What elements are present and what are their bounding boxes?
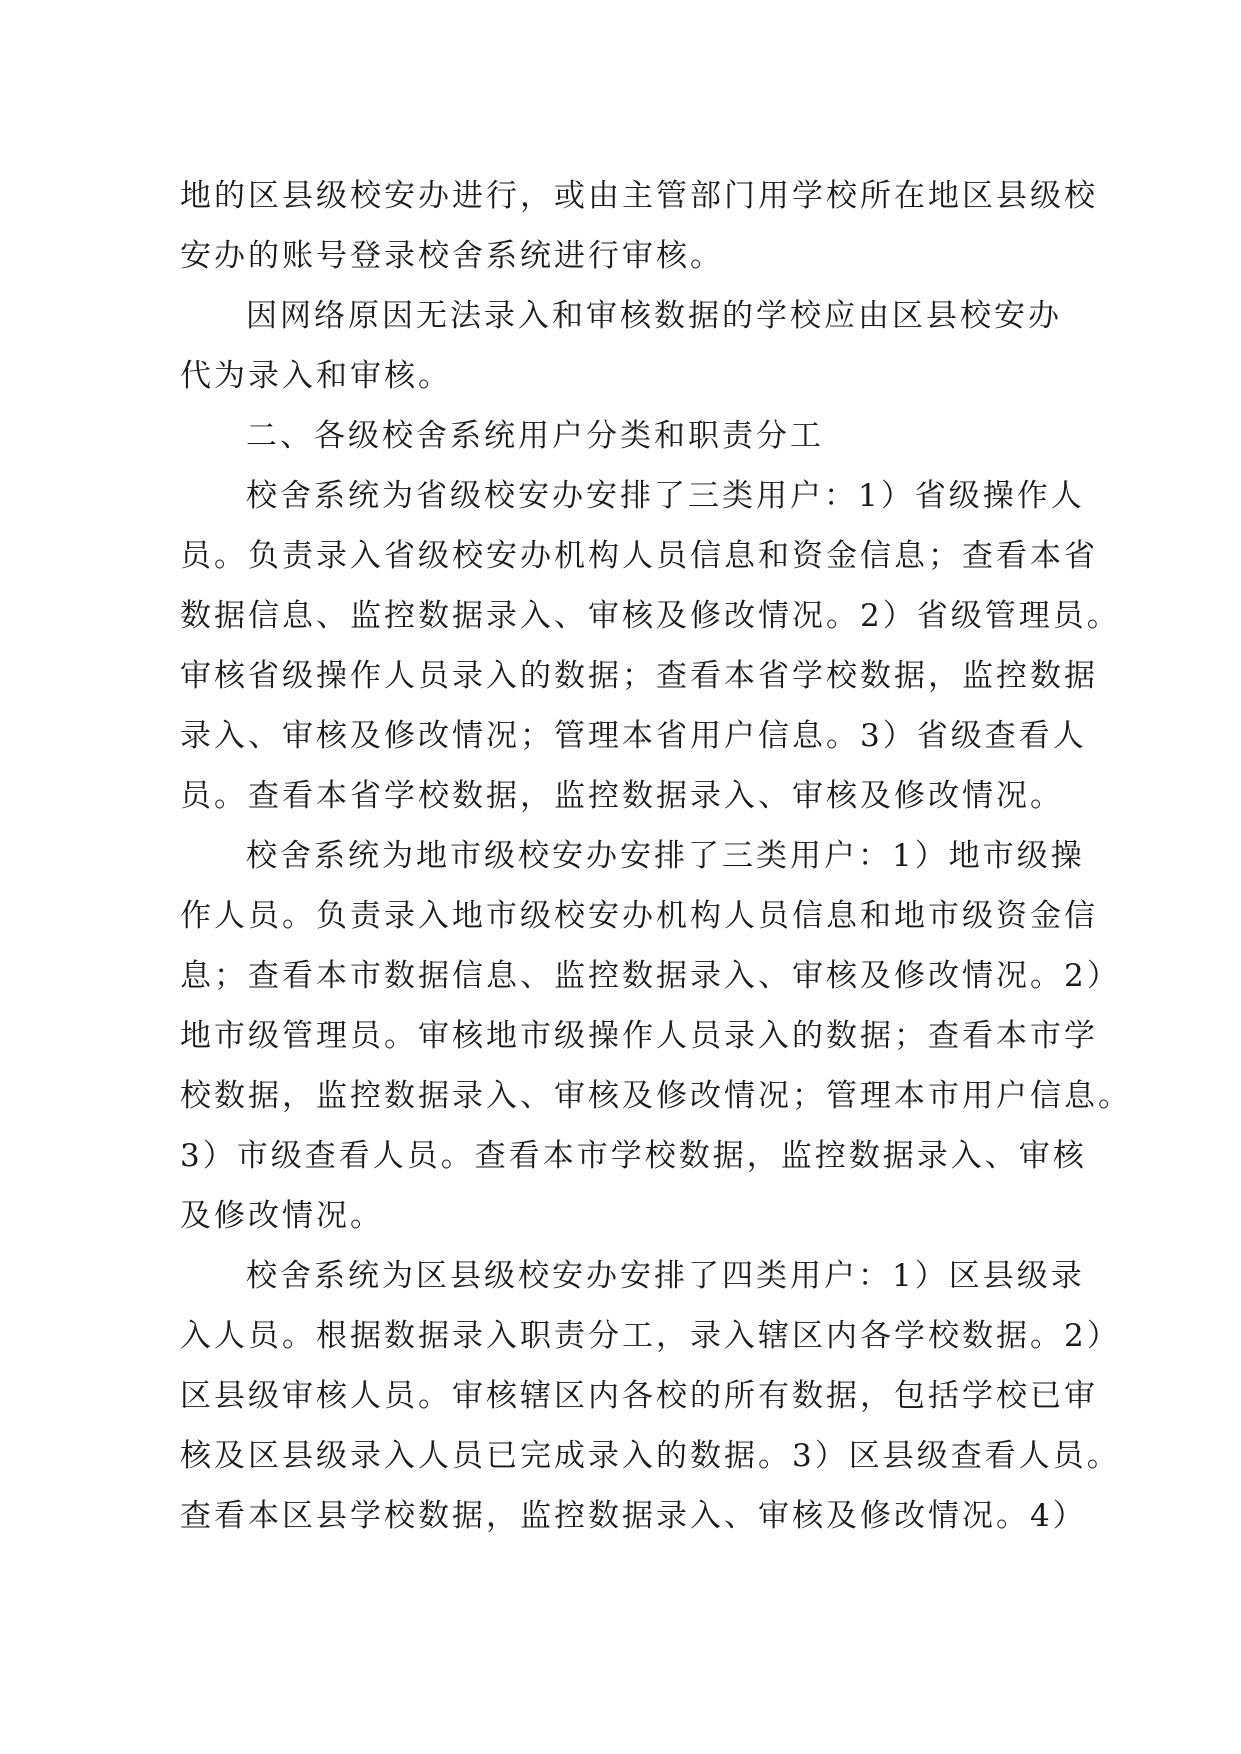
text-line: 校舍系统为地市级校安办安排了三类用户：1）地市级操	[246, 838, 1085, 874]
text-line: 地市级管理员。审核地市级操作人员录入的数据；查看本市学	[180, 1018, 1098, 1054]
text-line: 校舍系统为省级校安办安排了三类用户：1）省级操作人	[246, 478, 1085, 514]
text-line: 入人员。根据数据录入职责分工，录入辖区内各学校数据。2）	[180, 1318, 1121, 1354]
text-line: 3）市级查看人员。查看本市学校数据，监控数据录入、审核	[180, 1138, 1087, 1174]
text-line: 息；查看本市数据信息、监控数据录入、审核及修改情况。2）	[180, 958, 1121, 994]
text-line: 作人员。负责录入地市级校安办机构人员信息和地市级资金信	[180, 898, 1098, 934]
text-line: 员。负责录入省级校安办机构人员信息和资金信息；查看本省	[180, 538, 1098, 574]
text-line: 安办的账号登录校舍系统进行审核。	[180, 238, 724, 274]
text-line: 员。查看本省学校数据，监控数据录入、审核及修改情况。	[180, 778, 1064, 814]
body-text	[180, 166, 1132, 1546]
text-line: 因网络原因无法录入和审核数据的学校应由区县校安办	[246, 298, 1062, 334]
text-line: 校舍系统为区县级校安办安排了四类用户：1）区县级录	[246, 1258, 1085, 1294]
text-line: 及修改情况。	[180, 1198, 384, 1234]
text-line: 录入、审核及修改情况；管理本省用户信息。3）省级查看人	[180, 718, 1087, 754]
section-heading: 二、各级校舍系统用户分类和职责分工	[246, 418, 824, 454]
text-line: 代为录入和审核。	[180, 358, 452, 394]
text-line: 地的区县级校安办进行，或由主管部门用学校所在地区县级校	[180, 178, 1098, 214]
text-line: 审核省级操作人员录入的数据；查看本省学校数据，监控数据	[180, 658, 1098, 694]
text-line: 核及区县级录入人员已完成录入的数据。3）区县级查看人员。	[180, 1438, 1121, 1474]
text-line: 区县级审核人员。审核辖区内各校的所有数据，包括学校已审	[180, 1378, 1098, 1414]
text-line: 查看本区县学校数据，监控数据录入、审核及修改情况。4）	[180, 1498, 1087, 1534]
text-line: 校数据，监控数据录入、审核及修改情况；管理本市用户信息。	[180, 1078, 1132, 1114]
text-line: 数据信息、监控数据录入、审核及修改情况。2）省级管理员。	[180, 598, 1121, 634]
